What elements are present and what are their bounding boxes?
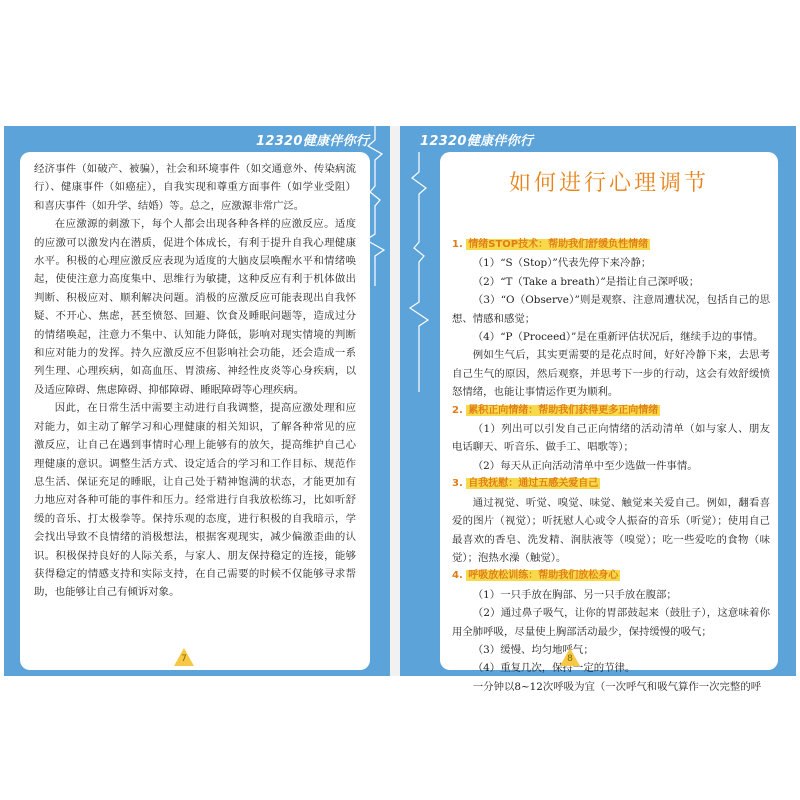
paragraph: 在应激源的刺激下，每个人都会出现各种各样的应激反应。适度的应激可以激发内在潜质，促进个体成长，有利于提升自我心理健康水平。积极的心理应激反应表现为适度的大脑皮层唤醒水平和情绪唤起，使使注意力高度集中、思维行为敏捷，这种反应有利于机体做出判断、积极应对、顺利解决问题。消极的应激反应可能表现出自我怀疑、不开心、焦虑，甚至愤怒、回避、饮食及睡眠问题等，造成过分的情绪唤起，注意力不集中、认知能力降低，影响对现实情境的判断和应对能力的发挥。持久应激反应不但影响社会功能，还会造成一系列生理、心理疾病，如高血压、胃溃疡、神经性皮炎等心身疾病，以及适应障碍、焦虑障碍、抑郁障碍、睡眠障碍等心理疾病。 [34,218,356,396]
paragraph: 例如生气后，其实更需要的是花点时间，好好冷静下来，去思考自己生气的原因，然后观察，并思考下一步的行动，这会有效舒缓愤怒情绪，也能让事情运作更为顺利。 [452,349,770,399]
page-number: 8 [560,648,580,666]
list-item: （1）一只手放在胸部、另一只手放在腹部； [472,588,677,601]
right-content-box [440,152,778,693]
left-content-box [20,152,370,670]
paragraph: 经济事件（如破产、被骗），社会和环境事件（如交通意外、传染病流行）、健康事件（如癌症），自我实现和尊重方面事件（如学业受阻）和喜庆事件（如升学、结婚）等。总之，应激源非常广泛。 [34,163,356,212]
list-item: （4）“P（Proceed）”是在重新评估状况后，继续手边的事情。 [472,331,764,344]
section-heading: 1. 情绪STOP技术：帮助我们舒缓负性情绪 [452,239,649,250]
page-number: 7 [174,648,194,666]
paragraph: 一分钟以8~12次呼吸为宜（一次呼气和吸气算作一次完整的呼 [472,680,762,693]
section-heading: 3. 自我抚慰：通过五感关爱自己 [452,478,599,490]
list-item: （1）列出可以引发自己正向情绪的活动清单（如与家人、朋友电话聊天、听音乐、做手工、唱歌等）； [452,423,770,454]
list-item: （3）缓慢、均匀地呼气； [472,643,594,656]
left-body-text [34,160,356,602]
book-gutter [390,126,400,676]
header-title: 12320健康伴你行 [420,134,534,149]
list-item: （2）每天从正向活动清单中至少选做一件事情。 [472,459,698,472]
list-item: （2）通过鼻子吸气，让你的胃部鼓起来（鼓肚子），这意味着你用全肺呼吸，尽量使上胸部活动最少，保持缓慢的吸气； [452,607,770,638]
list-item: （4）重复几次，保持一定的节律。 [472,662,636,675]
page-title: 如何进行心理调节 [508,171,709,196]
list-item: （1）“S（Stop）”代表先停下来冷静； [472,257,652,270]
paragraph: 通过视觉、听觉、嗅觉、味觉、触觉来关爱自己。例如，翻看喜爱的图片（视觉）；听抚慰人心或令人振奋的音乐（听觉）；使用自己最喜欢的香皂、洗发精、润肤液等（嗅觉）；吃一些爱吃的食物（味觉）；泡热水澡（触觉）。 [452,496,770,564]
ecg-decoration-icon [404,152,434,392]
left-page [4,126,390,676]
section-heading: 4. 呼吸放松训练：帮助我们放松身心 [452,570,619,582]
right-page [400,126,796,693]
right-body-text [452,236,770,696]
list-item: （3）“O（Observe）”则是观察、注意周遭状况，包括自己的思想、情感和感觉； [452,294,770,325]
paragraph: 因此，在日常生活中需要主动进行自我调整，提高应激处理和应对能力，如主动了解学习和心理健康的相关知识，了解各种常见的应激反应，让自己在遇到事情时心理上能够有的放矢，提高维护自己心理健康的意识。调整生活方式、设定适合的学习和工作目标、规范作息生活、保证充足的睡眠，让自己处于精神饱满的状态，才能更加有力地应对各种可能的事件和压力。经常进行自我放松练习，比如听舒缓的音乐、打太极拳等。保持乐观的态度，进行积极的自我暗示，学会找出导致不良情绪的消极想法，根据客观现实，减少偏激歪曲的认识。积极保持良好的人际关系，与家人、朋友保持稳定的连接，能够获得稳定的情感支持和实际支持，在自己需要的时候不仅能够寻求帮助，也能够让自己有倾诉对象。 [34,402,356,599]
header-title: 12320健康伴你行 [256,134,370,149]
section-heading: 2. 累积正向情绪：帮助我们获得更多正向情绪 [452,404,659,416]
list-item: （2）“T（Take a breath）”是指让自己深呼吸； [472,275,700,288]
